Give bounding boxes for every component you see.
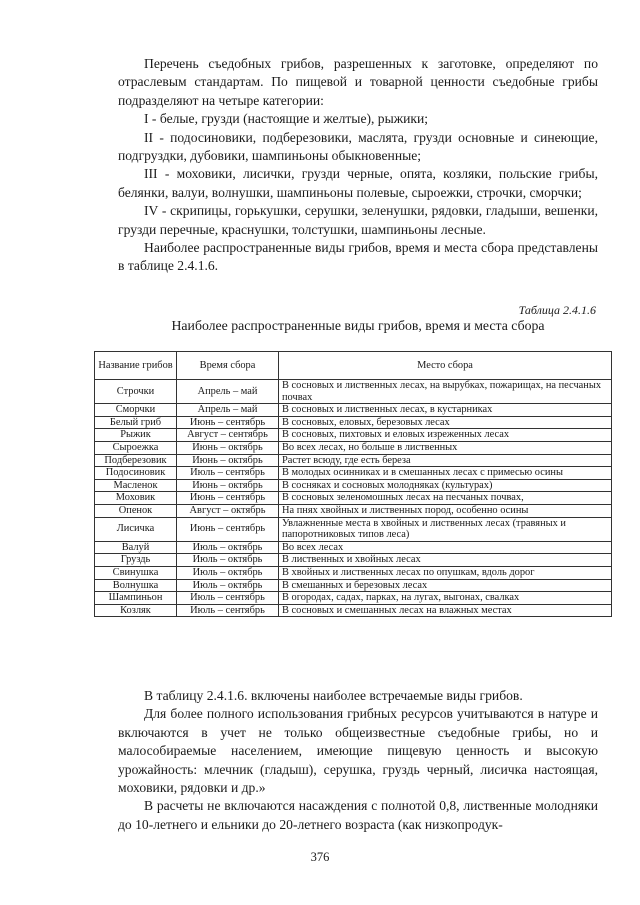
- cell-collection-time: Апрель – май: [177, 380, 279, 404]
- header-name: Название грибов: [95, 352, 177, 380]
- cell-mushroom-name: Сыроежка: [95, 441, 177, 454]
- cell-collection-time: Апрель – май: [177, 404, 279, 417]
- cell-collection-time: Июль – сентябрь: [177, 604, 279, 617]
- cell-collection-place: В хвойных и лиственных лесах по опушкам, вдоль дорог: [279, 566, 612, 579]
- intro-paragraph: IV - скрипицы, горькушки, серушки, зеленушки, рядовки, гладыши, вешенки, грузди перечные, краснушки, толстушки, шампиньоны лесные.: [118, 203, 598, 237]
- outro-paragraph: В таблицу 2.4.1.6. включены наиболее встречаемые виды грибов.: [144, 688, 523, 703]
- cell-collection-place: На пнях хвойных и лиственных пород, особенно осины: [279, 504, 612, 517]
- cell-collection-place: Растет всюду, где есть береза: [279, 454, 612, 467]
- cell-mushroom-name: Подосиновик: [95, 467, 177, 480]
- cell-mushroom-name: Волнушка: [95, 579, 177, 592]
- cell-collection-place: Во всех лесах: [279, 541, 612, 554]
- outro-text: [118, 687, 598, 834]
- outro-paragraph: Для более полного использования грибных ресурсов учитываются в натуре и включаются в учет не только общеизвестные съедобные грибы, но и малособираемые населением, имеющие пищевую ценность и высокую урожайность: млечник (гладыш), серушка, груздь черный, лисичка настоящая, моховики, рядовки и др.»: [118, 706, 598, 796]
- cell-collection-place: В смешанных и березовых лесах: [279, 579, 612, 592]
- cell-mushroom-name: Сморчки: [95, 404, 177, 417]
- intro-paragraph: III - моховики, лисички, грузди черные, опята, козляки, польские грибы, белянки, валуи, волнушки, шампиньоны полевые, сыроежки, строчки, сморчки;: [118, 166, 598, 200]
- cell-collection-place: В лиственных и хвойных лесах: [279, 554, 612, 567]
- intro-paragraph: I - белые, грузди (настоящие и желтые), рыжики;: [144, 111, 429, 127]
- cell-collection-time: Июль – сентябрь: [177, 467, 279, 480]
- cell-mushroom-name: Козляк: [95, 604, 177, 617]
- cell-collection-time: Июль – сентябрь: [177, 592, 279, 605]
- table-row: [95, 404, 612, 417]
- cell-collection-place: В сосновых и смешанных лесах на влажных местах: [279, 604, 612, 617]
- cell-mushroom-name: Шампиньон: [95, 592, 177, 605]
- cell-mushroom-name: Рыжик: [95, 429, 177, 442]
- table-row: [95, 454, 612, 467]
- table-row: [95, 479, 612, 492]
- table-header-row: [95, 352, 612, 380]
- cell-collection-place: В молодых осинниках и в смешанных лесах с примесью осины: [279, 467, 612, 480]
- table-row: [95, 429, 612, 442]
- cell-collection-time: Август – сентябрь: [177, 429, 279, 442]
- intro-paragraph: Наиболее распространенные виды грибов, время и места сбора представлены в таблице 2.4.1.6.: [118, 240, 598, 274]
- cell-collection-place: В сосняках и сосновых молодняках (культурах): [279, 479, 612, 492]
- table-title: Наиболее распространенные виды грибов, время и места сбора: [171, 318, 545, 333]
- table-row: [95, 380, 612, 404]
- table-body: [95, 380, 612, 617]
- cell-collection-time: Июнь – октябрь: [177, 479, 279, 492]
- cell-mushroom-name: Строчки: [95, 380, 177, 404]
- page-number: 376: [310, 850, 330, 864]
- table-row: [95, 566, 612, 579]
- cell-collection-place: В сосновых и лиственных лесах, в кустарниках: [279, 404, 612, 417]
- table-row: [95, 579, 612, 592]
- cell-mushroom-name: Масленок: [95, 479, 177, 492]
- table-row: [95, 492, 612, 505]
- table-row: [95, 592, 612, 605]
- cell-collection-place: В огородах, садах, парках, на лугах, выгонах, свалках: [279, 592, 612, 605]
- intro-text: [118, 55, 598, 276]
- cell-mushroom-name: Моховик: [95, 492, 177, 505]
- cell-mushroom-name: Лисичка: [95, 517, 177, 541]
- cell-collection-time: Июнь – сентябрь: [177, 517, 279, 541]
- cell-mushroom-name: Валуй: [95, 541, 177, 554]
- cell-collection-place: В сосновых зеленомошных лесах на песчаных почвах,: [279, 492, 612, 505]
- cell-collection-place: В сосновых и лиственных лесах, на вырубках, пожарищах, на песчаных почвах: [279, 380, 612, 404]
- intro-paragraph: Перечень съедобных грибов, разрешенных к заготовке, определяют по отраслевым стандартам. По пищевой и товарной ценности съедобные грибы подразделяют на четыре категории:: [118, 56, 598, 108]
- cell-mushroom-name: Груздь: [95, 554, 177, 567]
- cell-collection-time: Июль – октябрь: [177, 579, 279, 592]
- cell-collection-time: Июнь – октябрь: [177, 441, 279, 454]
- intro-paragraph: II - подосиновики, подберезовики, маслята, грузди основные и синеющие, подгруздки, дубовики, шампиньоны обыкновенные;: [118, 129, 598, 164]
- cell-collection-time: Июль – октябрь: [177, 554, 279, 567]
- header-place: Место сбора: [279, 352, 612, 380]
- table-caption: Таблица 2.4.1.6: [518, 303, 596, 317]
- cell-collection-place: Увлажненные места в хвойных и лиственных лесах (травяных и папоротниковых типов леса): [279, 517, 612, 541]
- cell-collection-place: В сосновых, пихтовых и еловых изреженных лесах: [279, 429, 612, 442]
- cell-collection-time: Июль – октябрь: [177, 541, 279, 554]
- cell-collection-place: Во всех лесах, но больше в лиственных: [279, 441, 612, 454]
- cell-collection-time: Июнь – сентябрь: [177, 492, 279, 505]
- table-row: [95, 467, 612, 480]
- cell-mushroom-name: Опенок: [95, 504, 177, 517]
- cell-collection-time: Июль – октябрь: [177, 566, 279, 579]
- outro-paragraph: В расчеты не включаются насаждения с полнотой 0,8, лиственные молодняки до 10-летнего и ельники до 20-летнего возраста (как низкопродук-: [118, 798, 598, 832]
- table-row: [95, 554, 612, 567]
- table-row: [95, 441, 612, 454]
- mushroom-table: [94, 351, 612, 617]
- cell-collection-time: Июнь – сентябрь: [177, 416, 279, 429]
- table-row: [95, 416, 612, 429]
- table-row: [95, 604, 612, 617]
- cell-mushroom-name: Белый гриб: [95, 416, 177, 429]
- cell-collection-place: В сосновых, еловых, березовых лесах: [279, 416, 612, 429]
- cell-collection-time: Август – октябрь: [177, 504, 279, 517]
- cell-mushroom-name: Свинушка: [95, 566, 177, 579]
- table-row: [95, 517, 612, 541]
- cell-mushroom-name: Подберезовик: [95, 454, 177, 467]
- table-row: [95, 541, 612, 554]
- cell-collection-time: Июнь – октябрь: [177, 454, 279, 467]
- table-row: [95, 504, 612, 517]
- header-time: Время сбора: [177, 352, 279, 380]
